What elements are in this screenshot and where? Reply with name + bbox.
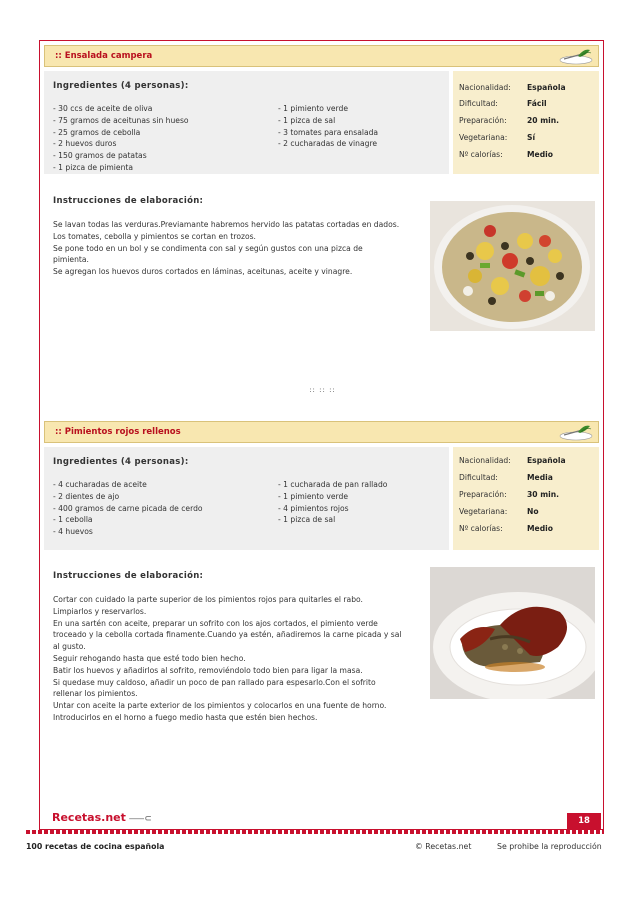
reproduction-notice: Se prohibe la reproducción <box>497 842 602 851</box>
ingredient-item: - 1 pimiento verde <box>278 104 349 113</box>
instructions-section <box>53 196 428 278</box>
ingredient-item: - 4 cucharadas de aceite <box>53 480 147 489</box>
footer-divider <box>26 830 604 834</box>
utensils-logo-icon <box>556 423 594 442</box>
ingredient-item: - 75 gramos de aceitunas sin hueso <box>53 115 189 125</box>
instructions-text: Se lavan todas las verduras.Previamante habremos hervido las patatas cortadas en dados. Los tomates, cebolla y pimientos se cortan en trozos. Se pone todo en un bol y se condimenta con sal y según gustos con una pizca de pimienta. Se agregan los huevos duros cortados en láminas, aceitunas, aceite y vinagre. <box>53 220 400 277</box>
ingredient-item: - 1 cucharada de pan rallado <box>278 480 388 489</box>
ingredient-item: - 1 cebolla <box>53 515 93 525</box>
ingredients-heading: Ingredientes (4 personas): <box>53 81 189 91</box>
ingredient-item: - 4 pimientos rojos <box>278 503 349 513</box>
recipe-pimientos-rojos-rellenos <box>44 421 599 722</box>
book-title: 100 recetas de cocina española <box>26 842 165 851</box>
recipe-title-bar <box>44 45 599 67</box>
ingredient-item: - 2 huevos duros <box>53 139 117 149</box>
recipe-separator: :: :: :: <box>309 386 336 394</box>
salad-photo <box>430 201 595 331</box>
ingredient-item: - 25 gramos de cebolla <box>53 127 141 137</box>
ingredient-item: - 1 pizca de sal <box>278 515 336 525</box>
stuffed-peppers-photo <box>430 567 595 699</box>
recetas-logo: Recetas.net ⸺⊂ <box>52 811 152 824</box>
fork-icon: ⸺⊂ <box>125 814 152 824</box>
recipe-title: :: Ensalada campera <box>55 51 153 61</box>
instructions-heading: Instrucciones de elaboración: <box>53 196 204 206</box>
ingredients-box <box>44 71 449 174</box>
recipe-ensalada-campera <box>44 45 599 277</box>
ingredients-column-1 <box>53 103 189 174</box>
ingredient-item: - 1 pimiento verde <box>278 491 349 501</box>
recipe-info-box: Nacionalidad: Española Dificultad: Fácil Preparación: 20 min. Vegetariana: Sí Nº calorías: Medio <box>453 71 599 174</box>
instructions-text: Cortar con cuidado la parte superior de los pimientos rojos para quitarles el rabo. Limpiarlos y reservarlos. En una sartén con aceite, preparar un sofrito con los ajos cortados, el pimiento verde troceado y la cebolla cortada finamente.Cuando ya estén, añadiremos la carne picada y sal al gusto. Seguir rehogando hasta que esté todo bien hecho. Batir los huevos y añadirlos al sofrito, removiéndolo todo bien para ligar la masa. Si quedase muy caldoso, añadir un poco de pan rallado para espesarlo.Con el sofrito rellenar los pimientos. Untar con aceite la parte exterior de los pimientos y colocarlos en una fuente de horno. Introducirlos en el horno a fuego medio hasta que estén bien hechos. <box>53 595 402 722</box>
ingredient-item: - 3 tomates para ensalada <box>278 127 379 137</box>
ingredient-item: - 2 dientes de ajo <box>53 491 120 501</box>
instructions-section <box>53 571 428 724</box>
ingredient-item: - 400 gramos de carne picada de cerdo <box>53 503 203 513</box>
instructions-heading: Instrucciones de elaboración: <box>53 571 204 581</box>
page-frame <box>39 40 604 830</box>
copyright: © Recetas.net <box>415 842 472 851</box>
ingredient-item: - 4 huevos <box>53 527 93 537</box>
ingredients-heading: Ingredientes (4 personas): <box>53 457 189 467</box>
ingredient-item: - 1 pizca de pimienta <box>53 162 134 172</box>
ingredients-box <box>44 447 449 550</box>
ingredient-item: - 150 gramos de patatas <box>53 151 147 161</box>
recipe-info-box: Nacionalidad: Española Dificultad: Media Preparación: 30 min. Vegetariana: No Nº calorías: Medio <box>453 447 599 550</box>
ingredients-column-1 <box>53 479 203 538</box>
ingredients-column-2 <box>278 103 378 150</box>
ingredients-column-2 <box>278 479 387 526</box>
ingredient-item: - 30 ccs de aceite de oliva <box>53 104 153 113</box>
ingredient-item: - 1 pizca de sal <box>278 115 336 125</box>
utensils-logo-icon <box>556 47 594 66</box>
recipe-title: :: Pimientos rojos rellenos <box>55 427 181 437</box>
ingredient-item: - 2 cucharadas de vinagre <box>278 139 378 149</box>
page-number: 18 <box>567 813 601 829</box>
recipe-title-bar <box>44 421 599 443</box>
